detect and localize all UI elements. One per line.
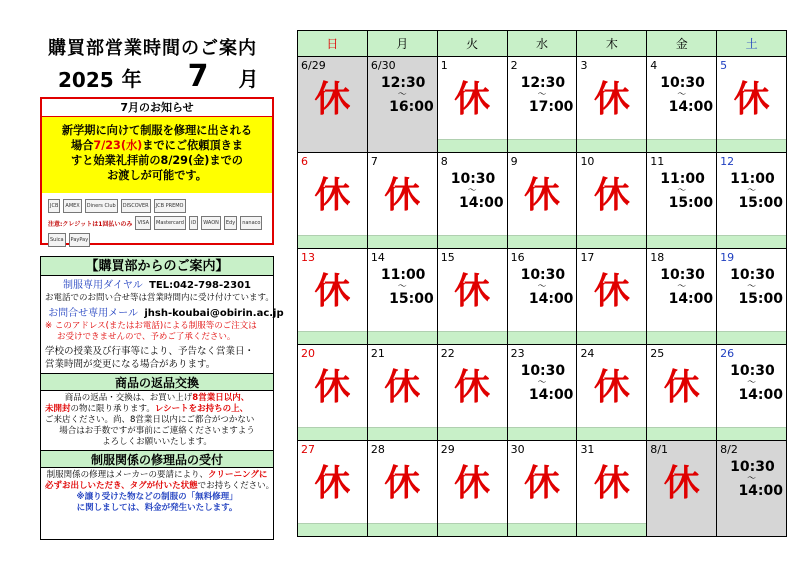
day-note-strip bbox=[298, 427, 367, 440]
year: 2025 bbox=[58, 68, 114, 92]
year-suffix: 年 bbox=[121, 67, 142, 91]
mail-warning-1: ※ このアドレス(またはお電話)による制服等のご注文は bbox=[45, 321, 257, 331]
closed-mark: 休 bbox=[314, 271, 351, 312]
time-range-tilde: ～ bbox=[397, 90, 407, 100]
opening-hours bbox=[647, 76, 716, 114]
calendar-day bbox=[367, 345, 437, 440]
calendar-day bbox=[716, 249, 786, 344]
time-range-tilde: ～ bbox=[467, 186, 477, 196]
closed-mark: 休 bbox=[314, 463, 351, 504]
opening-hours bbox=[508, 76, 577, 114]
weekday-header bbox=[298, 31, 786, 57]
calendar-week bbox=[298, 249, 786, 345]
calendar-day bbox=[576, 345, 646, 440]
calendar-day bbox=[367, 441, 437, 536]
day-note-strip bbox=[508, 523, 577, 536]
opening-hours bbox=[647, 172, 716, 210]
time-range-tilde: ～ bbox=[677, 282, 687, 292]
close-time: 14:00 bbox=[528, 291, 574, 307]
opening-hours bbox=[717, 172, 786, 210]
payment-logo: DISCOVER bbox=[121, 199, 151, 213]
calendar-day bbox=[437, 345, 507, 440]
close-time: 15:00 bbox=[738, 195, 784, 211]
time-range-tilde: ～ bbox=[537, 282, 547, 292]
day-number: 8/2 bbox=[720, 443, 738, 456]
time-range-tilde: ～ bbox=[747, 186, 757, 196]
time-range-tilde: ～ bbox=[537, 378, 547, 388]
day-note-strip bbox=[438, 331, 507, 344]
repair-line-3: ※譲り受けた物などの制服の「無料修理」 bbox=[76, 492, 238, 502]
repair-text-1: 制服関係の修理はメーカーの要請により、 bbox=[46, 470, 208, 480]
monthly-notice-box bbox=[40, 97, 274, 245]
notice-line-4: お渡しが可能です。 bbox=[107, 169, 207, 182]
day-number: 23 bbox=[510, 347, 525, 360]
payment-caption: 注意:クレジットは1回払いのみ bbox=[48, 220, 133, 228]
payment-logo: JCB PREMO bbox=[154, 199, 186, 213]
day-number: 9 bbox=[510, 155, 518, 168]
calendar-week bbox=[298, 345, 786, 441]
day-note-strip bbox=[508, 139, 577, 152]
weekday-label: 月 bbox=[367, 31, 437, 56]
day-note-strip bbox=[368, 331, 437, 344]
calendar-day bbox=[646, 57, 716, 152]
closed-mark: 休 bbox=[593, 367, 630, 408]
close-time: 15:00 bbox=[668, 195, 714, 211]
day-number: 21 bbox=[370, 347, 385, 360]
calendar-day bbox=[507, 249, 577, 344]
mail-address[interactable]: jhsh-koubai@obirin.ac.jp bbox=[144, 308, 284, 319]
day-number: 8 bbox=[440, 155, 448, 168]
day-note-strip bbox=[298, 523, 367, 536]
day-note-strip bbox=[298, 331, 367, 344]
calendar-day bbox=[298, 345, 367, 440]
day-number: 14 bbox=[370, 251, 385, 264]
closed-mark: 休 bbox=[524, 463, 561, 504]
returns-unopened: 未開封 bbox=[45, 404, 71, 414]
day-number: 24 bbox=[580, 347, 595, 360]
day-note-strip bbox=[438, 235, 507, 248]
calendar-day bbox=[507, 153, 577, 248]
repair-line-2 bbox=[41, 481, 273, 492]
notice-heading: 7月のお知らせ bbox=[42, 99, 272, 117]
calendar-day bbox=[367, 57, 437, 152]
calendar bbox=[297, 30, 787, 537]
payment-logo: AMEX bbox=[63, 199, 81, 213]
day-number: 27 bbox=[301, 443, 315, 456]
calendar-body bbox=[298, 57, 786, 536]
returns-line-3: ご来店ください。尚、8営業日以内にご都合がつかない bbox=[45, 415, 255, 425]
calendar-day bbox=[576, 249, 646, 344]
open-time: 10:30 bbox=[450, 171, 496, 187]
day-number: 31 bbox=[580, 443, 595, 456]
day-note-strip bbox=[717, 331, 786, 344]
closed-mark: 休 bbox=[454, 367, 491, 408]
calendar-day bbox=[646, 153, 716, 248]
day-note-strip bbox=[577, 139, 646, 152]
day-number: 25 bbox=[650, 347, 665, 360]
day-number: 22 bbox=[440, 347, 455, 360]
open-time: 11:00 bbox=[660, 171, 705, 187]
calendar-day bbox=[367, 249, 437, 344]
mail-warning-2: お受けできませんので、予めご了承ください。 bbox=[57, 332, 236, 342]
calendar-day bbox=[437, 153, 507, 248]
time-range-tilde: ～ bbox=[747, 474, 757, 484]
day-number: 10 bbox=[580, 155, 595, 168]
day-number: 2 bbox=[510, 59, 518, 72]
closed-mark: 休 bbox=[314, 79, 351, 120]
payment-logo: PayPay bbox=[69, 233, 91, 247]
notice-line-1: 新学期に向けて制服を修理に出される bbox=[61, 124, 253, 137]
repair-line-4: に関しましては、料金が発生いたします。 bbox=[76, 503, 238, 513]
day-note-strip bbox=[577, 235, 646, 248]
opening-hours bbox=[508, 268, 577, 306]
payment-logo: nanaco bbox=[240, 216, 262, 230]
closed-mark: 休 bbox=[384, 367, 421, 408]
day-number: 4 bbox=[650, 59, 658, 72]
day-number: 16 bbox=[510, 251, 525, 264]
day-note-strip bbox=[717, 235, 786, 248]
repair-line-1 bbox=[41, 470, 273, 481]
day-number: 6/30 bbox=[370, 59, 396, 72]
calendar-day bbox=[646, 441, 716, 536]
day-number: 7 bbox=[370, 155, 378, 168]
day-note-strip bbox=[438, 427, 507, 440]
repair-cleaning: クリーニングに bbox=[208, 470, 268, 480]
opening-hours bbox=[368, 76, 437, 114]
day-number: 20 bbox=[301, 347, 315, 360]
closed-mark: 休 bbox=[454, 463, 491, 504]
day-note-strip bbox=[438, 523, 507, 536]
closed-mark: 休 bbox=[663, 463, 700, 504]
schedule-note-1: 学校の授業及び行事等により、予告なく営業日・ bbox=[45, 346, 255, 357]
tel-label: 制服専用ダイヤル bbox=[63, 280, 143, 291]
day-note-strip bbox=[717, 139, 786, 152]
calendar-day bbox=[298, 153, 367, 248]
closed-mark: 休 bbox=[524, 175, 561, 216]
close-time: 16:00 bbox=[389, 99, 434, 115]
calendar-week bbox=[298, 153, 786, 249]
day-number: 30 bbox=[510, 443, 525, 456]
day-number: 1 bbox=[440, 59, 448, 72]
returns-line-2 bbox=[41, 404, 273, 415]
returns-heading: 商品の返品交換 bbox=[41, 373, 273, 391]
schedule-note-2: 営業時間が変更になる場合があります。 bbox=[45, 359, 216, 370]
info-panel bbox=[40, 256, 284, 540]
weekday-label: 金 bbox=[646, 31, 716, 56]
tel-note: お電話でのお問い合せ等は営業時間内に受け付けています。 bbox=[45, 293, 274, 303]
closed-mark: 休 bbox=[314, 175, 351, 216]
day-number: 17 bbox=[580, 251, 595, 264]
payment-logo: JCB bbox=[48, 199, 60, 213]
calendar-day bbox=[576, 57, 646, 152]
payment-logo: iD bbox=[189, 216, 198, 230]
calendar-day bbox=[716, 345, 786, 440]
closed-mark: 休 bbox=[314, 367, 351, 408]
calendar-day bbox=[298, 249, 367, 344]
weekday-label: 水 bbox=[507, 31, 577, 56]
day-note-strip bbox=[647, 427, 716, 440]
day-note-strip bbox=[368, 235, 437, 248]
day-note-strip bbox=[508, 331, 577, 344]
returns-text-2: の物に限り承ります。 bbox=[70, 404, 155, 414]
day-note-strip bbox=[508, 235, 577, 248]
tel-number: TEL:042-798-2301 bbox=[149, 280, 251, 291]
calendar-day bbox=[437, 57, 507, 152]
payment-logo: VISA bbox=[135, 216, 151, 230]
calendar-day bbox=[716, 57, 786, 152]
calendar-day bbox=[437, 249, 507, 344]
day-number: 29 bbox=[440, 443, 455, 456]
close-time: 15:00 bbox=[738, 291, 784, 307]
day-number: 19 bbox=[720, 251, 735, 264]
open-time: 10:30 bbox=[730, 267, 775, 283]
opening-hours bbox=[717, 268, 786, 306]
open-time: 10:30 bbox=[730, 459, 775, 475]
close-time: 17:00 bbox=[528, 99, 574, 115]
opening-hours bbox=[717, 364, 786, 402]
payment-logo: Suica bbox=[48, 233, 66, 247]
day-note-strip bbox=[647, 139, 716, 152]
weekday-label: 土 bbox=[716, 31, 786, 56]
calendar-day bbox=[298, 57, 367, 152]
close-time: 14:00 bbox=[528, 387, 574, 403]
day-number: 8/1 bbox=[650, 443, 668, 456]
info-heading: 【購買部からのご案内】 bbox=[41, 257, 273, 276]
closed-mark: 休 bbox=[593, 79, 630, 120]
closed-mark: 休 bbox=[384, 175, 421, 216]
payment-logo: Mastercard bbox=[154, 216, 186, 230]
mail-line bbox=[41, 306, 284, 321]
opening-hours bbox=[717, 460, 786, 498]
day-number: 28 bbox=[370, 443, 385, 456]
day-number: 15 bbox=[440, 251, 455, 264]
day-note-strip bbox=[717, 427, 786, 440]
day-note-strip bbox=[577, 331, 646, 344]
closed-mark: 休 bbox=[733, 79, 770, 120]
day-number: 18 bbox=[650, 251, 665, 264]
year-month-line bbox=[58, 59, 259, 94]
mail-label: お問合せ専用メール bbox=[48, 308, 138, 319]
time-range-tilde: ～ bbox=[677, 90, 687, 100]
closed-mark: 休 bbox=[593, 271, 630, 312]
opening-hours bbox=[508, 364, 577, 402]
time-range-tilde: ～ bbox=[677, 186, 687, 196]
notice-line-2-suffix: までにご依頼頂きま bbox=[142, 139, 243, 152]
opening-hours bbox=[647, 268, 716, 306]
day-number: 26 bbox=[720, 347, 735, 360]
payment-logo: Diners Club bbox=[85, 199, 118, 213]
calendar-day bbox=[576, 441, 646, 536]
time-range-tilde: ～ bbox=[537, 90, 547, 100]
calendar-week bbox=[298, 441, 786, 536]
repair-tag-note: 必ずお出しいただき、タグが付いた状態 bbox=[45, 481, 198, 491]
open-time: 10:30 bbox=[520, 363, 566, 379]
closed-mark: 休 bbox=[384, 463, 421, 504]
day-note-strip bbox=[647, 235, 716, 248]
month: 7 bbox=[187, 59, 209, 94]
closed-mark: 休 bbox=[663, 367, 700, 408]
calendar-day bbox=[507, 345, 577, 440]
open-time: 12:30 bbox=[520, 75, 566, 91]
tel-line bbox=[41, 278, 273, 293]
open-time: 10:30 bbox=[660, 267, 705, 283]
close-time: 14:00 bbox=[668, 99, 714, 115]
calendar-day bbox=[507, 441, 577, 536]
close-time: 14:00 bbox=[738, 387, 784, 403]
closed-mark: 休 bbox=[593, 463, 630, 504]
calendar-day bbox=[507, 57, 577, 152]
notice-line-2 bbox=[45, 138, 269, 153]
payment-methods bbox=[42, 193, 272, 247]
day-note-strip bbox=[438, 139, 507, 152]
day-note-strip bbox=[577, 427, 646, 440]
close-time: 14:00 bbox=[459, 195, 504, 211]
day-note-strip bbox=[577, 523, 646, 536]
closed-mark: 休 bbox=[454, 271, 491, 312]
day-note-strip bbox=[298, 235, 367, 248]
opening-hours bbox=[438, 172, 507, 210]
returns-line-1 bbox=[41, 393, 273, 404]
notice-body bbox=[42, 117, 272, 193]
time-range-tilde: ～ bbox=[747, 282, 757, 292]
closed-mark: 休 bbox=[593, 175, 630, 216]
payment-logo: Edy bbox=[224, 216, 237, 230]
day-number: 11 bbox=[650, 155, 665, 168]
calendar-day bbox=[298, 441, 367, 536]
open-time: 12:30 bbox=[380, 75, 426, 91]
repair-heading: 制服関係の修理品の受付 bbox=[41, 450, 273, 468]
page-title: 購買部営業時間のご案内 bbox=[48, 38, 257, 59]
time-range-tilde: ～ bbox=[397, 282, 407, 292]
day-number: 5 bbox=[720, 59, 728, 72]
calendar-week bbox=[298, 57, 786, 153]
weekday-label: 木 bbox=[576, 31, 646, 56]
returns-line-5: よろしくお願いいたします。 bbox=[102, 437, 212, 447]
calendar-day bbox=[576, 153, 646, 248]
close-time: 15:00 bbox=[389, 291, 434, 307]
day-number: 6/29 bbox=[301, 59, 326, 72]
calendar-day bbox=[716, 441, 786, 536]
day-number: 13 bbox=[301, 251, 315, 264]
day-note-strip bbox=[368, 523, 437, 536]
day-number: 12 bbox=[720, 155, 735, 168]
close-time: 14:00 bbox=[738, 483, 784, 499]
closed-mark: 休 bbox=[454, 79, 491, 120]
returns-text-1: 商品の返品・交換は、お買い上げ bbox=[64, 393, 193, 403]
calendar-day bbox=[716, 153, 786, 248]
close-time: 14:00 bbox=[668, 291, 714, 307]
open-time: 11:00 bbox=[730, 171, 775, 187]
returns-receipt: レシートをお持ちの上、 bbox=[154, 404, 249, 414]
month-suffix: 月 bbox=[238, 67, 259, 91]
opening-hours bbox=[368, 268, 437, 306]
open-time: 10:30 bbox=[660, 75, 705, 91]
notice-deadline: 7/23(水) bbox=[93, 139, 143, 152]
calendar-day bbox=[646, 345, 716, 440]
day-number: 6 bbox=[301, 155, 308, 168]
calendar-day bbox=[367, 153, 437, 248]
returns-limit: 8営業日以内、 bbox=[192, 393, 250, 403]
open-time: 10:30 bbox=[520, 267, 566, 283]
weekday-label: 火 bbox=[437, 31, 507, 56]
returns-line-4: 場合はお手数ですが事前にご連絡くださいますよう bbox=[59, 426, 255, 436]
time-range-tilde: ～ bbox=[747, 378, 757, 388]
day-note-strip bbox=[647, 331, 716, 344]
day-note-strip bbox=[368, 427, 437, 440]
weekday-label: 日 bbox=[326, 37, 339, 51]
day-note-strip bbox=[508, 427, 577, 440]
calendar-day bbox=[646, 249, 716, 344]
calendar-day bbox=[437, 441, 507, 536]
repair-text-2: でお持ちください。 bbox=[197, 481, 275, 491]
payment-logo: WAON bbox=[201, 216, 221, 230]
notice-line-3: すと始業礼拝前の8/29(金)までの bbox=[71, 154, 243, 167]
day-number: 3 bbox=[580, 59, 588, 72]
notice-line-2-prefix: 場合 bbox=[71, 139, 94, 152]
open-time: 11:00 bbox=[380, 267, 426, 283]
open-time: 10:30 bbox=[730, 363, 775, 379]
